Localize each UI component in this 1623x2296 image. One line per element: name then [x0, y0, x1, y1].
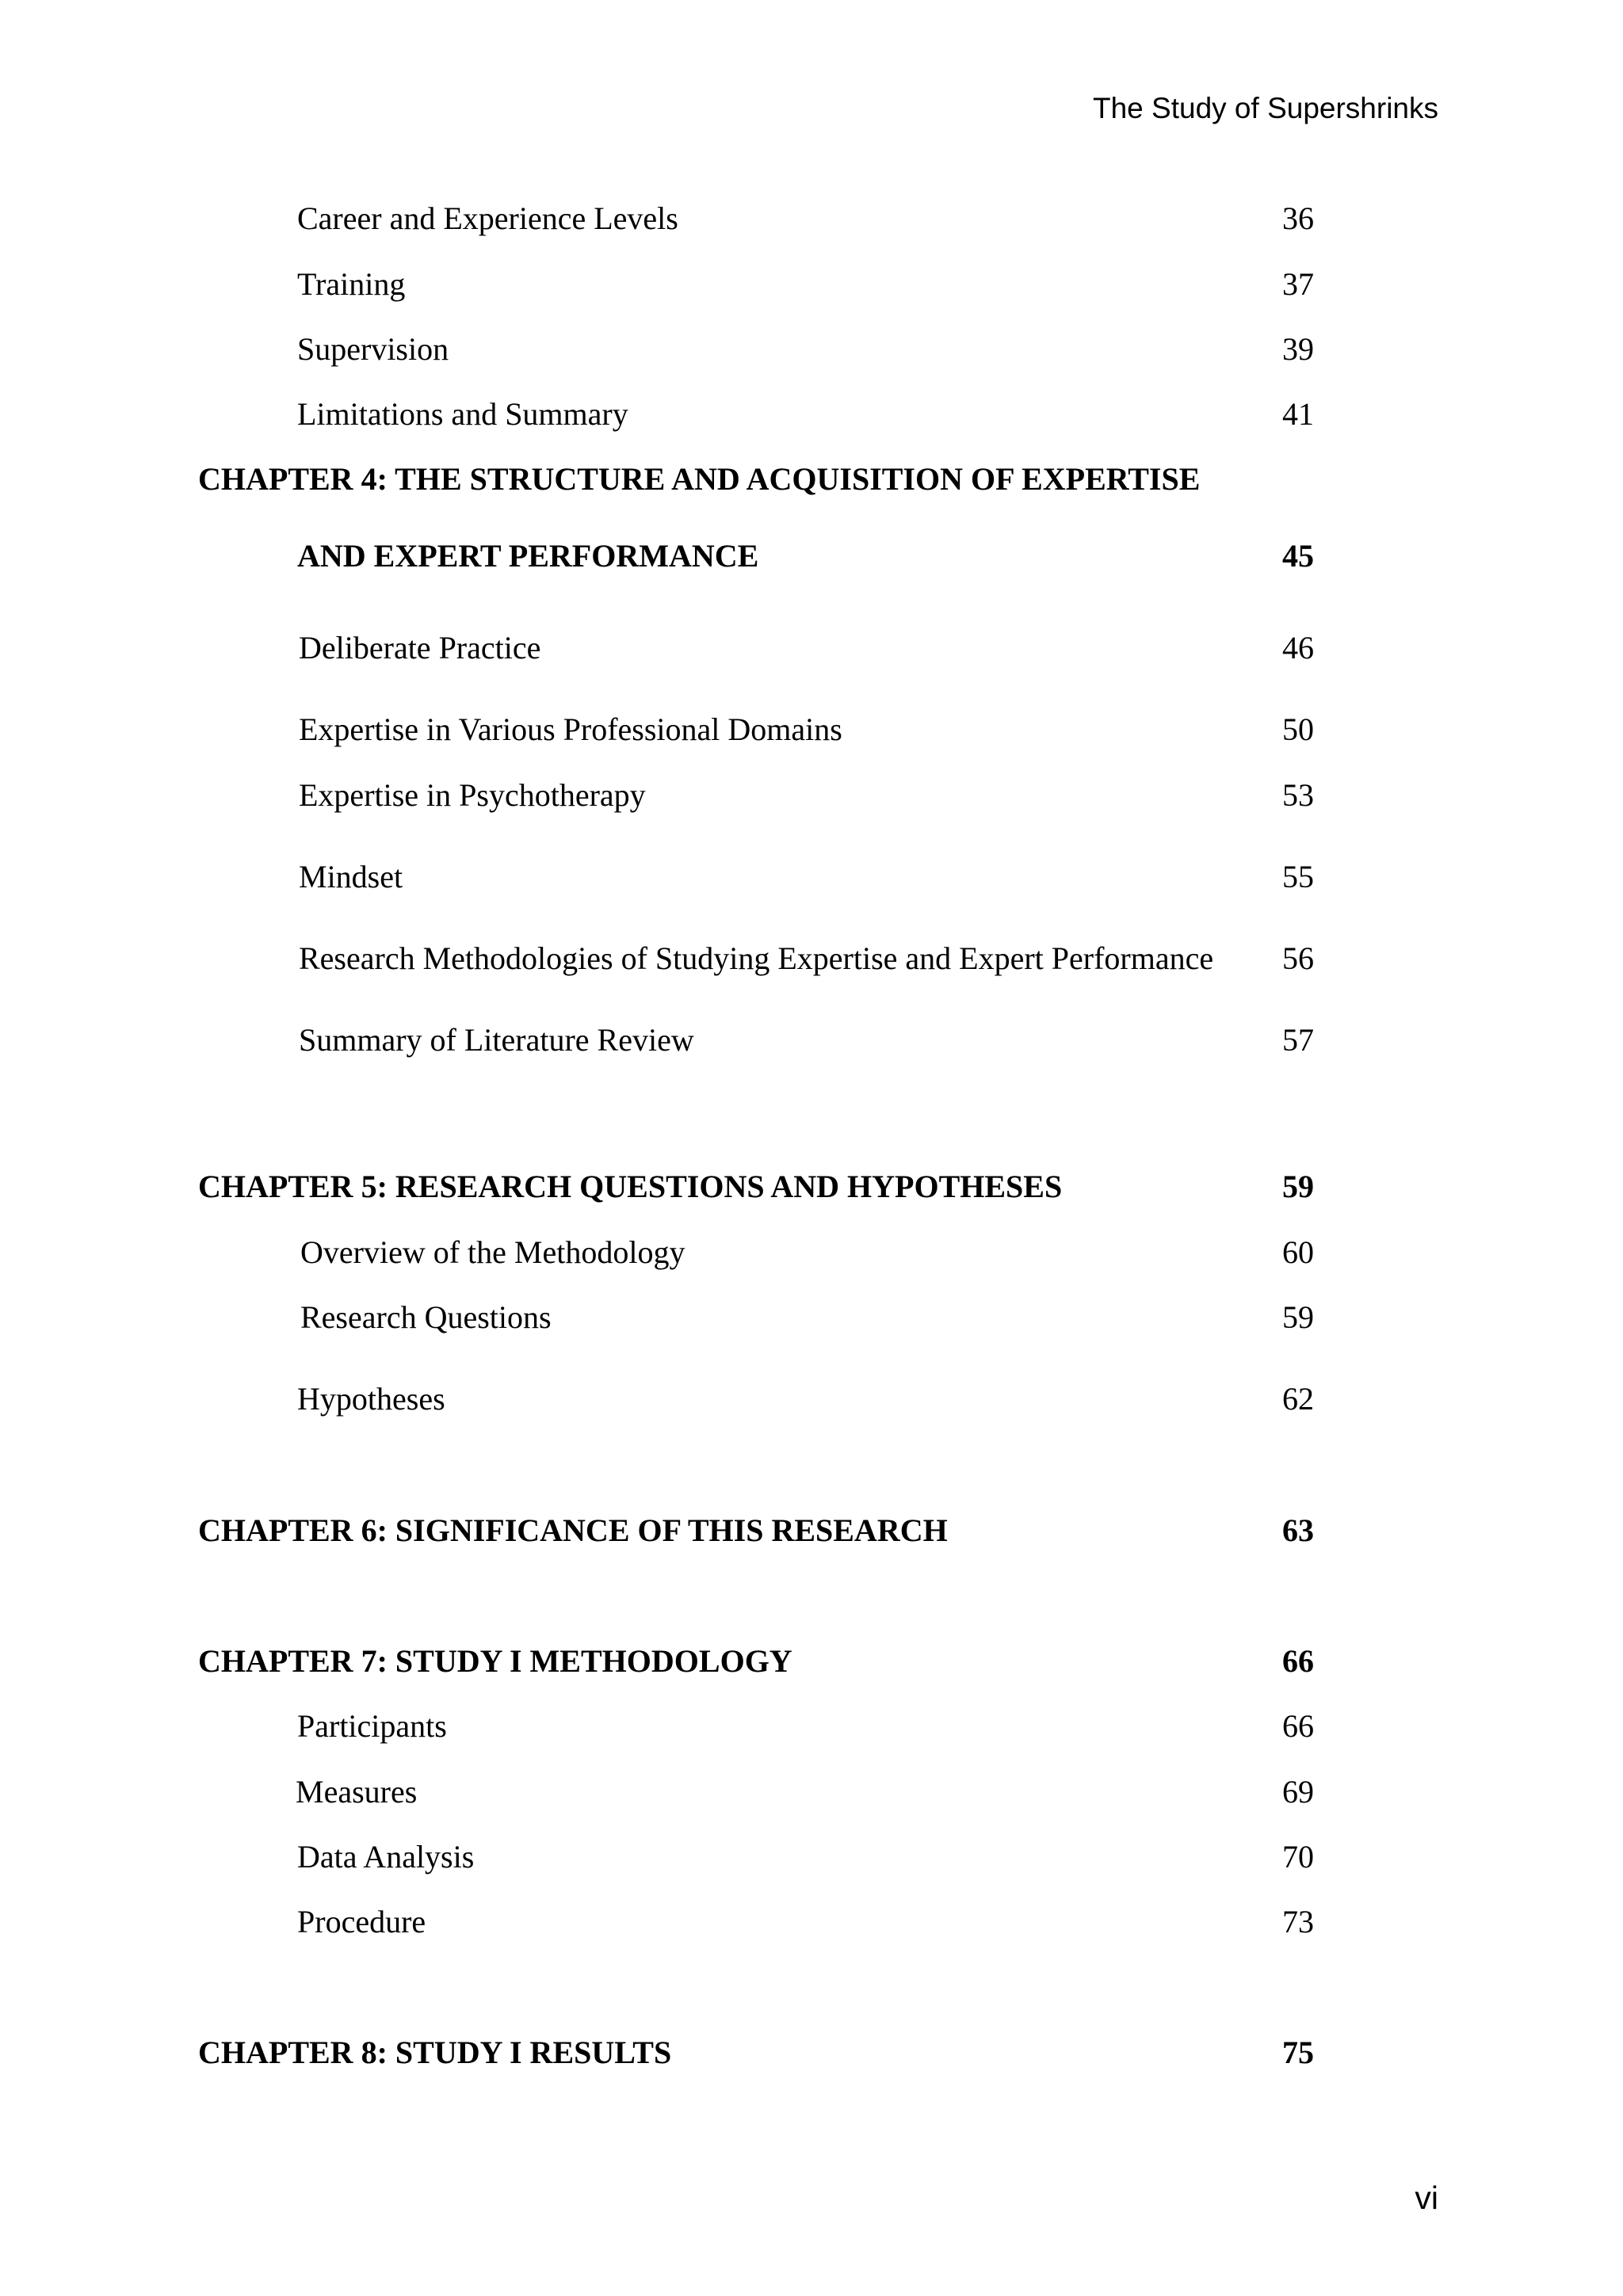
- page-number: vi: [1415, 2180, 1438, 2216]
- toc-entry-title: Career and Experience Levels: [297, 200, 678, 236]
- toc-entry-title: Supervision: [297, 331, 449, 367]
- toc-entry-title: Training: [297, 266, 406, 302]
- toc-entry-page: 39: [1282, 331, 1314, 367]
- toc-entry-page: 59: [1282, 1299, 1314, 1335]
- toc-entry-title: Research Questions: [300, 1299, 552, 1335]
- toc-chapter-page: 75: [1282, 2035, 1314, 2070]
- toc-chapter-heading: CHAPTER 7: STUDY I METHODOLOGY: [198, 1643, 792, 1679]
- toc-entry-title: Measures: [296, 1774, 418, 1810]
- toc-entry-title: Deliberate Practice: [299, 630, 541, 666]
- toc-entry-title: Procedure: [297, 1904, 426, 1939]
- toc-chapter-page: 63: [1282, 1512, 1314, 1548]
- toc-entry-page: 56: [1282, 940, 1314, 976]
- toc-entry-page: 62: [1282, 1381, 1314, 1417]
- toc-entry-title: Participants: [297, 1708, 447, 1744]
- toc-entry-title: Hypotheses: [297, 1381, 445, 1417]
- toc-entry-title: Data Analysis: [297, 1839, 475, 1875]
- toc-chapter-heading: CHAPTER 4: THE STRUCTURE AND ACQUISITION OF EXPERTISE: [198, 461, 1201, 497]
- toc-entry-page: 70: [1282, 1839, 1314, 1875]
- toc-chapter-heading: CHAPTER 8: STUDY I RESULTS: [198, 2035, 672, 2070]
- toc-entry-page: 69: [1282, 1774, 1314, 1810]
- toc-chapter-heading: CHAPTER 5: RESEARCH QUESTIONS AND HYPOTHESES: [198, 1169, 1063, 1204]
- toc-entry-page: 37: [1282, 266, 1314, 302]
- toc-entry-title: Expertise in Various Professional Domains: [299, 711, 842, 747]
- toc-entry-title: Research Methodologies of Studying Expertise and Expert Performance: [299, 940, 1214, 976]
- toc-entry-page: 66: [1282, 1708, 1314, 1744]
- toc-entry-page: 53: [1282, 777, 1314, 813]
- toc-chapter-page: 59: [1282, 1169, 1314, 1204]
- toc-entry-title: Limitations and Summary: [297, 396, 628, 432]
- toc-entry-page: 36: [1282, 200, 1314, 236]
- toc-entry-title: Summary of Literature Review: [299, 1022, 694, 1058]
- toc-chapter-page: 66: [1282, 1643, 1314, 1679]
- toc-entry-page: 73: [1282, 1904, 1314, 1939]
- toc-entry-title: Mindset: [299, 859, 403, 894]
- toc-entry-page: 57: [1282, 1022, 1314, 1058]
- toc-entry-page: 41: [1282, 396, 1314, 432]
- toc-entry-title: Overview of the Methodology: [300, 1234, 685, 1270]
- toc-chapter-page: 45: [1282, 538, 1314, 574]
- toc-entry-title: Expertise in Psychotherapy: [299, 777, 646, 813]
- toc-chapter-heading: CHAPTER 6: SIGNIFICANCE OF THIS RESEARCH: [198, 1512, 948, 1548]
- toc-entry-page: 46: [1282, 630, 1314, 666]
- toc-chapter-heading-continued: AND EXPERT PERFORMANCE: [297, 538, 759, 574]
- toc-entry-page: 55: [1282, 859, 1314, 894]
- toc-entry-page: 50: [1282, 711, 1314, 747]
- running-header: The Study of Supershrinks: [1093, 92, 1438, 124]
- toc-entry-page: 60: [1282, 1234, 1314, 1270]
